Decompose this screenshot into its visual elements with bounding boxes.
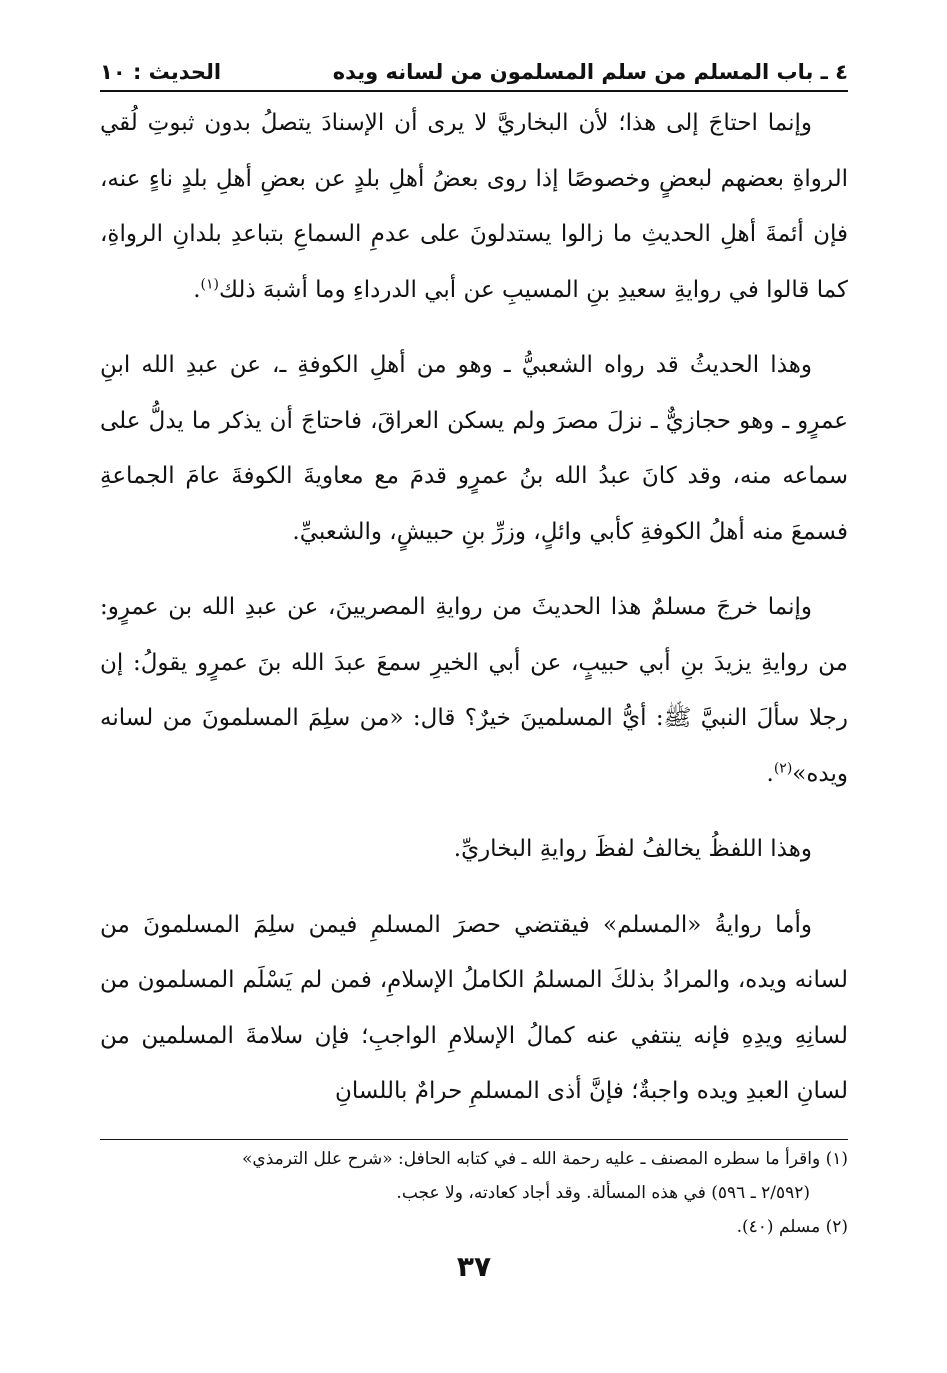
hadith-number: الحديث : ١٠ xyxy=(100,60,222,84)
chapter-title: ٤ ـ باب المسلم من سلم المسلمون من لسانه ويده xyxy=(332,60,848,84)
footnote-2: (٢) مسلم (٤٠). xyxy=(736,1217,848,1237)
paragraph xyxy=(100,580,848,802)
paragraph xyxy=(100,822,848,878)
body-text xyxy=(100,96,848,1140)
paragraph-end: . xyxy=(766,760,774,787)
paragraph-text: وهذا الحديثُ قد رواه الشعبيُّ ـ وهو من أهلِ الكوفةِ ـ، عن عبدِ الله ابنِ عمرٍو ـ وهو حجازيٌّ ـ نزلَ مصرَ ولم يسكن العراقَ، فاحتاجَ أن يذكر ما يدلُّ على سماعه منه، وقد كانَ عبدُ الله بنُ عمرٍو قدمَ مع معاويةَ الكوفةَ عامَ الجماعةِ فسمعَ منه أهلُ الكوفةِ كأبي وائلٍ، وزرِّ بنِ حبيشٍ، والشعبيِّ. xyxy=(100,352,848,545)
footnote-ref: (٢) xyxy=(773,759,793,776)
paragraph-text: وإنما خرجَ مسلمٌ هذا الحديثَ من روايةِ المصريينَ، عن عبدِ الله بن عمرٍو: من روايةِ يزيدَ بنِ أبي حبيبٍ، عن أبي الخيرِ سمعَ عبدَ الله بنَ عمرٍو يقولُ: إن رجلا سألَ النبيَّ ﷺ: أيُّ المسلمينَ خيرٌ؟ قال: «من سلِمَ المسلمونَ من لسانه ويده» xyxy=(100,594,848,787)
paragraph-text: وهذا اللفظُ يخالفُ لفظَ روايةِ البخاريِّ. xyxy=(453,836,812,862)
footnote-1-continuation: (٢/٥٩٢ ـ ٥٩٦) في هذه المسألة. وقد أجاد كعادته، ولا عجب. xyxy=(396,1183,810,1203)
book-page xyxy=(100,36,848,1336)
footnotes xyxy=(100,1142,848,1244)
header-rule xyxy=(100,90,848,92)
paragraph xyxy=(100,898,848,1120)
page-number: ٣٧ xyxy=(456,1250,492,1283)
paragraph xyxy=(100,338,848,560)
footnote-ref: (١) xyxy=(200,275,219,292)
paragraph-text: وأما روايةُ «المسلم» فيقتضي حصرَ المسلمِ فيمن سلِمَ المسلمونَ من لسانه ويده، والمرادُ بذلكَ المسلمُ الكاملُ الإسلامِ، فمن لم يَسْلَم المسلمون من لسانِهِ ويدِهِ فإنه ينتفي عنه كمالُ الإسلامِ الواجبِ؛ فإن سلامةَ المسلمين من لسانِ العبدِ ويده واجبةٌ؛ فإنَّ أذى المسلمِ حرامٌ باللسانِ xyxy=(100,911,848,1104)
footnote-rule xyxy=(100,1139,848,1140)
paragraph-text: وإنما احتاجَ إلى هذا؛ لأن البخاريَّ لا يرى أن الإسنادَ يتصلُ بدون ثبوتِ لُقي الرواةِ بعضهم لبعضٍ وخصوصًا إذا روى بعضُ أهلِ بلدٍ عن بعضِ أهلِ بلدٍ ناءٍ عنه، فإن أئمةَ أهلِ الحديثِ ما زالوا يستدلونَ على عدمِ السماعِ بتباعدِ بلدانِ الرواةِ، كما قالوا في روايةِ سعيدِ بنِ المسيبِ عن أبي الدرداءِ وما أشبهَ ذلك xyxy=(100,110,848,303)
running-header xyxy=(100,44,848,84)
paragraph xyxy=(100,96,848,318)
footnote-1: (١) واقرأ ما سطره المصنف ـ عليه رحمة الله ـ في كتابه الحافل: «شرح علل الترمذي» xyxy=(242,1149,848,1169)
paragraph-end: . xyxy=(193,276,201,303)
